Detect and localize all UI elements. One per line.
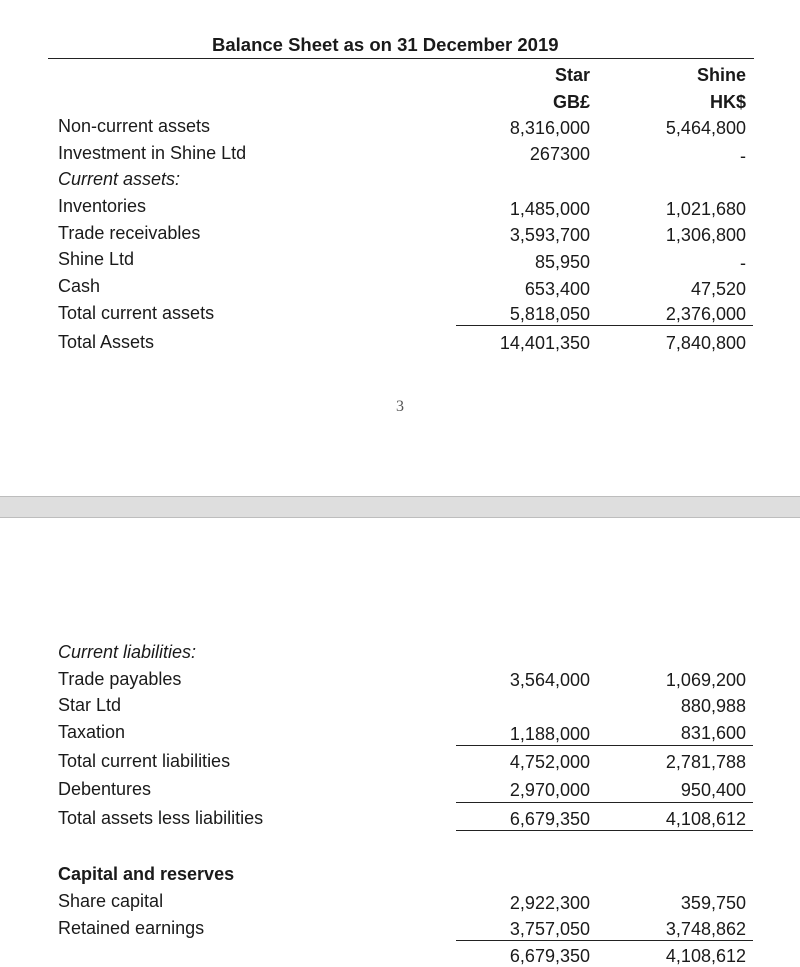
value-star-non-current-assets: 8,316,000 — [509, 118, 590, 138]
value-star-total-current-assets: 5,818,050 — [509, 304, 590, 324]
value-shine-trade-receivables: 1,306,800 — [665, 225, 746, 245]
value-shine-investment: - — [740, 146, 746, 166]
value-shine-inventories: 1,021,680 — [665, 199, 746, 219]
row-label-inventories: Inventories — [58, 196, 147, 216]
row-label-total-current-liabilities: Total current liabilities — [58, 751, 231, 771]
value-shine-trade-payables: 1,069,200 — [665, 670, 746, 690]
value-shine-total-assets: 7,840,800 — [665, 333, 746, 353]
row-label-debentures: Debentures — [58, 779, 152, 799]
row-label-share-capital: Share capital — [58, 891, 164, 911]
page-number: 3 — [396, 398, 404, 415]
column-header-shine: Shine — [696, 65, 746, 85]
row-label-trade-receivables: Trade receivables — [58, 223, 201, 243]
value-star-debentures: 2,970,000 — [509, 780, 590, 800]
row-label-retained-earnings: Retained earnings — [58, 918, 205, 938]
page-title: Balance Sheet as on 31 December 2019 — [212, 34, 559, 55]
value-shine-non-current-assets: 5,464,800 — [665, 118, 746, 138]
column-header-star: Star — [554, 65, 590, 85]
value-star-trade-payables: 3,564,000 — [509, 670, 590, 690]
row-label-taxation: Taxation — [58, 722, 126, 742]
subtotal-rule — [456, 802, 753, 803]
value-star-inventories: 1,485,000 — [509, 199, 590, 219]
value-star-cash: 653,400 — [524, 279, 590, 299]
value-star-taxation: 1,188,000 — [509, 724, 590, 744]
currency-shine: HK$ — [709, 92, 746, 112]
value-star-total-assets-less-liabilities: 6,679,350 — [509, 809, 590, 829]
page-separator — [0, 496, 800, 518]
value-shine-capital-total: 4,108,612 — [665, 946, 746, 966]
value-star-retained-earnings: 3,757,050 — [509, 919, 590, 939]
value-star-trade-receivables: 3,593,700 — [509, 225, 590, 245]
value-star-total-current-liabilities: 4,752,000 — [509, 752, 590, 772]
value-shine-shine-ltd: - — [740, 253, 746, 273]
value-star-shine-ltd: 85,950 — [534, 252, 590, 272]
currency-star: GB£ — [552, 92, 590, 112]
subtotal-rule — [456, 325, 753, 326]
section-heading-current-assets: Current assets: — [58, 169, 181, 189]
value-shine-cash: 47,520 — [690, 279, 746, 299]
value-shine-taxation: 831,600 — [680, 723, 746, 743]
title-rule — [48, 58, 754, 59]
value-star-total-assets: 14,401,350 — [499, 333, 590, 353]
row-label-star-ltd: Star Ltd — [58, 695, 122, 715]
total-rule — [456, 830, 753, 831]
row-label-total-current-assets: Total current assets — [58, 303, 215, 323]
row-label-shine-ltd: Shine Ltd — [58, 249, 135, 269]
row-label-non-current-assets: Non-current assets — [58, 116, 211, 136]
value-star-investment: 267300 — [529, 144, 590, 164]
value-shine-total-current-assets: 2,376,000 — [665, 304, 746, 324]
value-star-capital-total: 6,679,350 — [509, 946, 590, 966]
value-shine-debentures: 950,400 — [680, 780, 746, 800]
value-shine-star-ltd: 880,988 — [680, 696, 746, 716]
row-label-total-assets: Total Assets — [58, 332, 155, 352]
row-label-trade-payables: Trade payables — [58, 669, 182, 689]
row-label-cash: Cash — [58, 276, 101, 296]
value-shine-total-assets-less-liabilities: 4,108,612 — [665, 809, 746, 829]
subtotal-rule — [456, 745, 753, 746]
value-shine-total-current-liabilities: 2,781,788 — [665, 752, 746, 772]
section-heading-capital-and-reserves: Capital and reserves — [58, 864, 235, 884]
value-shine-retained-earnings: 3,748,862 — [665, 919, 746, 939]
row-label-investment: Investment in Shine Ltd — [58, 143, 247, 163]
value-shine-share-capital: 359,750 — [680, 893, 746, 913]
section-heading-current-liabilities: Current liabilities: — [58, 642, 197, 662]
subtotal-rule — [456, 940, 753, 941]
value-star-share-capital: 2,922,300 — [509, 893, 590, 913]
row-label-total-assets-less-liabilities: Total assets less liabilities — [58, 808, 264, 828]
